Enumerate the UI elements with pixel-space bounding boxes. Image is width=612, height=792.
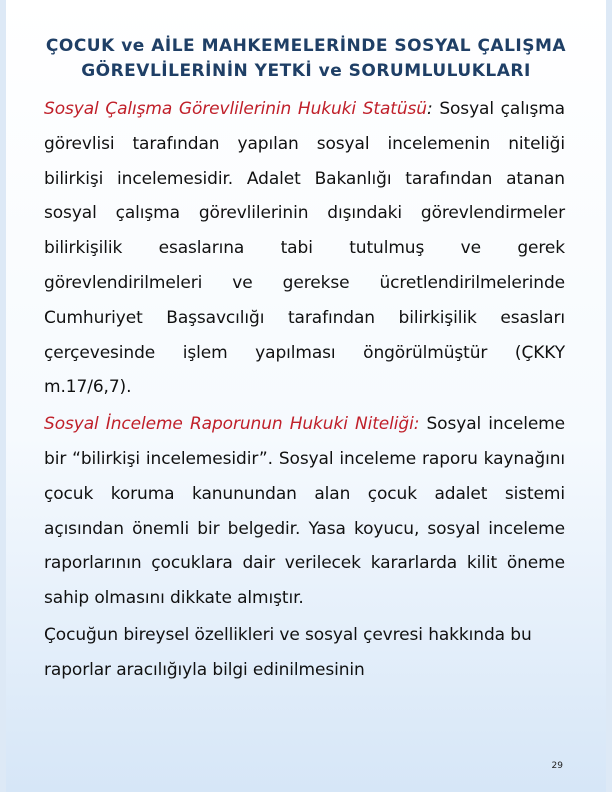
section-text: Sosyal inceleme bir “bilirkişi incelemesidir”. Sosyal inceleme raporu kaynağını çocuk koruma kanunundan alan çocuk adalet sistemi açısından önemli bir belgedir. Yasa koyucu, sosyal inceleme raporlarının çocuklara dair verilecek kararlarda kilit öneme sahip olmasını dikkate almıştır.: [44, 414, 565, 609]
page-title: [30, 34, 582, 84]
closing-paragraph: Çocuğun bireysel özellikleri ve sosyal çevresi hakkında bu raporlar aracılığıyla bilgi edinilmesinin: [44, 624, 532, 680]
section-legal-status: [44, 92, 565, 405]
section-text: Sosyal çalışma görevlisi tarafından yapılan sosyal incelemenin niteliği bilirkişi incelemesidir. Adalet Bakanlığı tarafından atanan sosyal çalışma görevlilerinin dışındaki görevlendirmeler bilirkişilik esaslarına tabi tutulmuş ve gerek görevlendirilmeleri ve gerekse ücretlendirilmelerinde Cumhuriyet Başsavcılığı tarafından bilirkişilik esasları çerçevesinde işlem yapılması öngörülmüştür (ÇKKY m.17/6,7).: [44, 99, 566, 398]
document-body: [44, 92, 565, 688]
section-heading: Sosyal Çalışma Görevlilerinin Hukuki Statüsü: [44, 99, 427, 119]
section-heading: Sosyal İnceleme Raporunun Hukuki Niteliği:: [44, 414, 420, 435]
section-report-nature: [44, 407, 565, 616]
title-line-2: GÖREVLİLERİNİN YETKİ ve SORUMLULUKLARI: [81, 61, 531, 81]
page-number: 29: [551, 761, 563, 771]
title-line-1: ÇOCUK ve AİLE MAHKEMELERİNDE SOSYAL ÇALIŞMA: [45, 36, 567, 56]
heading-colon: :: [426, 99, 433, 119]
